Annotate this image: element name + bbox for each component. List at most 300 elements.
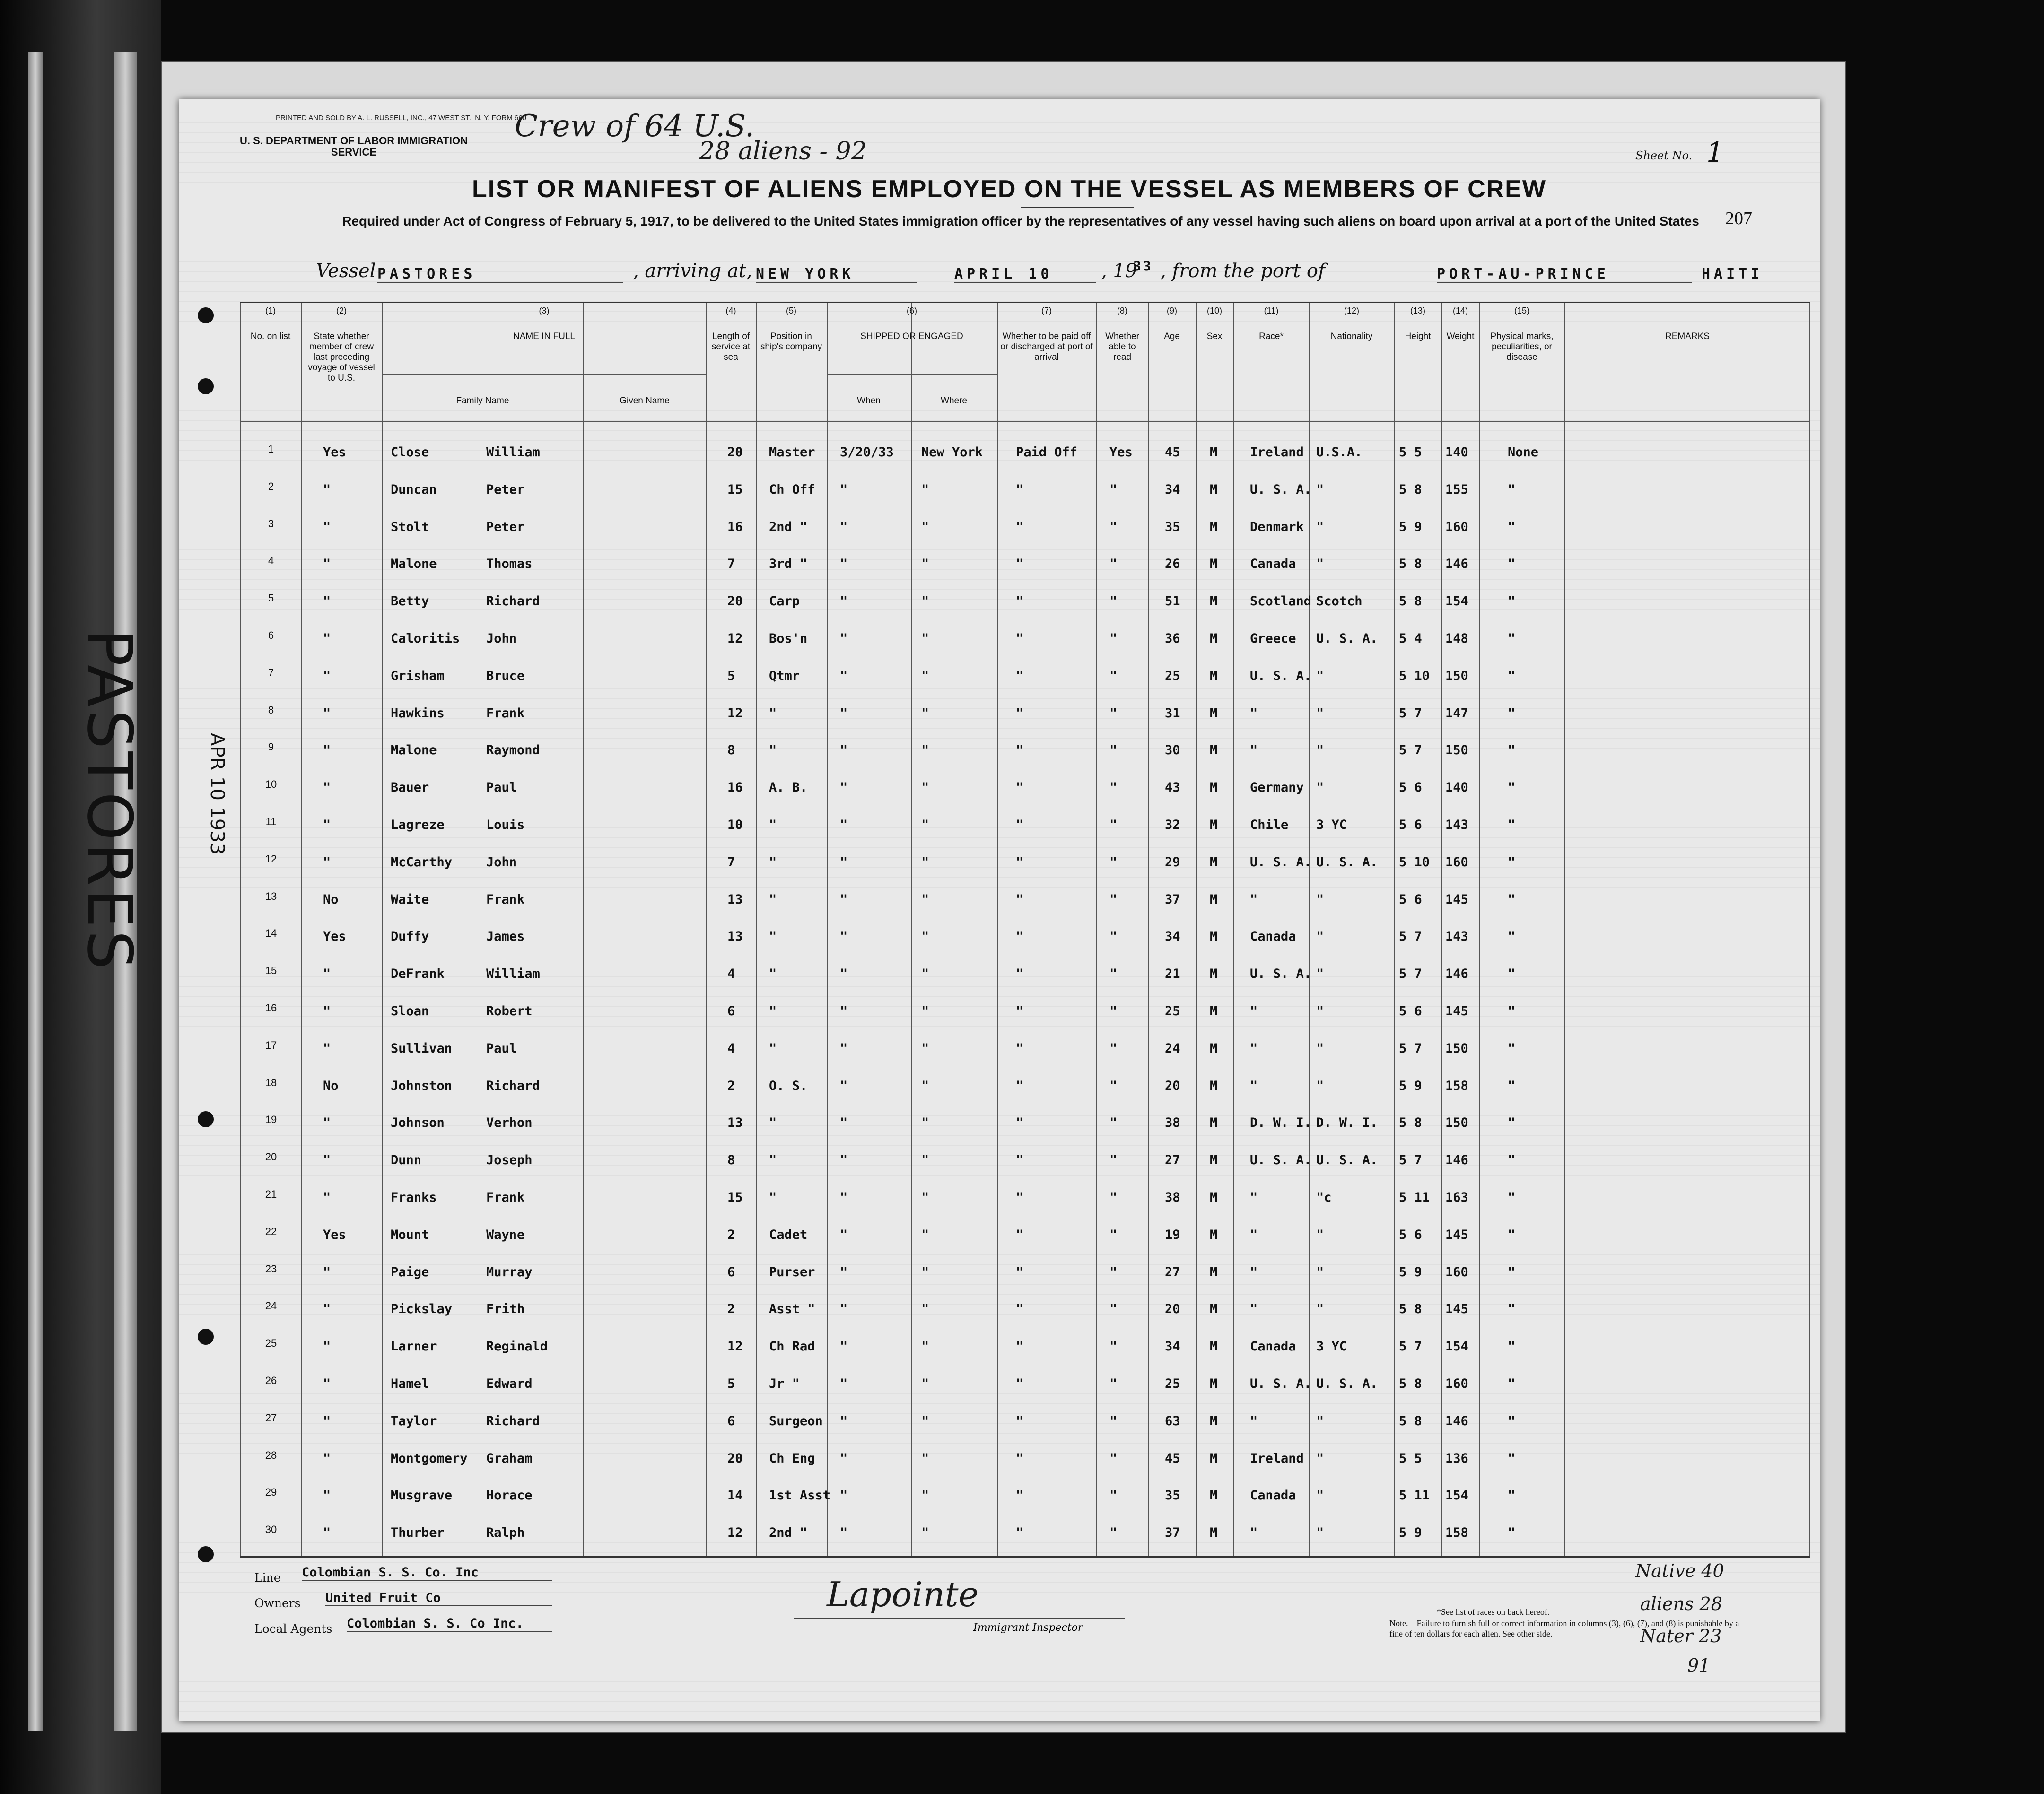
cell-nat: " (1316, 743, 1324, 758)
column-divider (827, 303, 828, 1556)
cell-race: " (1250, 1041, 1258, 1056)
cell-sex: M (1210, 705, 1218, 721)
subheader-rule (382, 374, 706, 375)
cell-when: " (840, 892, 848, 907)
cell-position: 2nd " (769, 1525, 808, 1541)
cell-service: 15 (727, 482, 743, 497)
cell-nat: " (1316, 1041, 1324, 1056)
cell-position: " (769, 929, 777, 944)
agents-value: Colombian S. S. Co Inc. (347, 1616, 552, 1632)
cell-sex: M (1210, 1264, 1218, 1280)
cell-given: Horace (486, 1488, 533, 1503)
cell-service: 12 (727, 1525, 743, 1541)
cell-read: " (1109, 1227, 1118, 1242)
cell-read: " (1109, 854, 1118, 870)
column-number: (1) (265, 306, 276, 315)
cell-read: " (1109, 1153, 1118, 1168)
cell-service: 20 (727, 1451, 743, 1466)
cell-height: 5 8 (1399, 1302, 1422, 1317)
cell-when: " (840, 1451, 848, 1466)
cell-family: Stolt (391, 519, 429, 534)
column-divider (1148, 303, 1149, 1556)
cell-marks: " (1508, 631, 1516, 646)
cell-when: " (840, 929, 848, 944)
cell-prev: No (323, 1078, 339, 1093)
cell-sex: M (1210, 668, 1218, 683)
cell-nat: " (1316, 1413, 1324, 1428)
cell-nat: U. S. A. (1316, 1376, 1378, 1391)
cell-prev: " (323, 780, 331, 795)
cell-when: " (840, 631, 848, 646)
binder-strip (28, 52, 43, 1731)
cell-read: " (1109, 482, 1118, 497)
vessel-label: Vessel (316, 260, 376, 282)
cell-given: Frith (486, 1302, 525, 1317)
cell-nat: U. S. A. (1316, 1153, 1378, 1168)
cell-read: " (1109, 519, 1118, 534)
cell-service: 7 (727, 557, 735, 572)
cell-paid: " (1016, 967, 1024, 982)
cell-age: 34 (1165, 929, 1180, 944)
cell-weight: 148 (1445, 631, 1468, 646)
cell-weight: 154 (1445, 594, 1468, 609)
cell-height: 5 5 (1399, 445, 1422, 460)
owners-label: Owners (254, 1596, 301, 1610)
cell-given: Paul (486, 1041, 517, 1056)
inspector-signature: Lapointe (827, 1575, 979, 1614)
cell-family: Johnston (391, 1078, 453, 1093)
cell-position: 1st Asst (769, 1488, 831, 1503)
cell-weight: 154 (1445, 1339, 1468, 1354)
cell-weight: 145 (1445, 1302, 1468, 1317)
cell-read: " (1109, 818, 1118, 832)
cell-read: " (1109, 780, 1118, 795)
cell-sex: M (1210, 1302, 1218, 1317)
cell-service: 14 (727, 1488, 743, 1503)
cell-service: 2 (727, 1227, 735, 1242)
cell-sex: M (1210, 1339, 1218, 1354)
cell-age: 32 (1165, 818, 1180, 832)
row-number: 2 (268, 480, 274, 492)
cell-position: O. S. (769, 1078, 808, 1093)
column-header: Nationality (1330, 331, 1373, 341)
cell-paid: " (1016, 1227, 1024, 1242)
cell-position: 2nd " (769, 519, 808, 534)
manifest-page (74, 99, 1820, 1721)
cell-paid: " (1016, 892, 1024, 907)
cell-position: Ch Eng (769, 1451, 815, 1466)
cell-weight: 150 (1445, 1041, 1468, 1056)
cell-paid: " (1016, 929, 1024, 944)
cell-sex: M (1210, 482, 1218, 497)
cell-where: " (921, 929, 929, 944)
cell-sex: M (1210, 1153, 1218, 1168)
cell-nat: " (1316, 557, 1324, 572)
cell-prev: " (323, 482, 331, 497)
handwritten-note-aliens: 28 aliens - 92 (699, 137, 867, 165)
cell-prev: " (323, 1004, 331, 1019)
cell-sex: M (1210, 1413, 1218, 1428)
cell-weight: 146 (1445, 1413, 1468, 1428)
cell-family: Lagreze (391, 818, 445, 832)
cell-age: 25 (1165, 668, 1180, 683)
page-title: LIST OR MANIFEST OF ALIENS EMPLOYED ON THE VESSEL AS MEMBERS OF CREW (472, 175, 1546, 203)
cell-family: Duncan (391, 482, 437, 497)
cell-prev: " (323, 1115, 331, 1131)
cell-paid: " (1016, 1488, 1024, 1503)
cell-when: " (840, 743, 848, 758)
cell-given: Wayne (486, 1227, 525, 1242)
cell-service: 2 (727, 1302, 735, 1317)
cell-family: Taylor (391, 1413, 437, 1428)
arriving-label: , arriving at, (633, 260, 752, 282)
cell-height: 5 8 (1399, 1115, 1422, 1131)
cell-marks: " (1508, 1041, 1516, 1056)
title-rule (1021, 207, 1134, 208)
cell-given: John (486, 631, 517, 646)
column-subheader: When (857, 396, 881, 406)
cell-sex: M (1210, 1190, 1218, 1205)
cell-position: " (769, 743, 777, 758)
cell-given: Frank (486, 892, 525, 907)
cell-given: Graham (486, 1451, 533, 1466)
cell-when: " (840, 1153, 848, 1168)
row-number: 25 (265, 1337, 277, 1350)
column-header: State whether member of crew last preceding voyage of vessel to U.S. (308, 331, 375, 383)
column-header: Age (1164, 331, 1180, 341)
cell-weight: 150 (1445, 668, 1468, 683)
crew-table (240, 302, 1810, 1558)
cell-race: D. W. I. (1250, 1115, 1312, 1131)
cell-service: 10 (727, 818, 743, 832)
cell-when: " (840, 482, 848, 497)
cell-prev: " (323, 1302, 331, 1317)
cell-sex: M (1210, 1115, 1218, 1131)
cell-given: Peter (486, 519, 525, 534)
cell-when: " (840, 519, 848, 534)
cell-race: Denmark (1250, 519, 1304, 534)
cell-paid: " (1016, 594, 1024, 609)
cell-prev: " (323, 743, 331, 758)
cell-age: 37 (1165, 1525, 1180, 1541)
row-number: 12 (265, 853, 277, 865)
inspector-line (794, 1618, 1125, 1619)
cell-height: 5 11 (1399, 1190, 1430, 1205)
cell-age: 27 (1165, 1264, 1180, 1280)
header-separator (240, 421, 1810, 422)
column-number: (14) (1452, 306, 1468, 315)
cell-family: Grisham (391, 668, 445, 683)
cell-read: " (1109, 892, 1118, 907)
cell-height: 5 7 (1399, 1041, 1422, 1056)
cell-given: Raymond (486, 743, 540, 758)
cell-sex: M (1210, 743, 1218, 758)
column-number: (4) (725, 306, 736, 315)
cell-marks: " (1508, 1376, 1516, 1391)
cell-marks: " (1508, 818, 1516, 832)
side-stamp-date: APR 10 1933 (206, 733, 228, 855)
column-divider (1479, 303, 1480, 1556)
cell-read: " (1109, 1078, 1118, 1093)
cell-family: Caloritis (391, 631, 460, 646)
cell-weight: 145 (1445, 892, 1468, 907)
cell-read: " (1109, 1525, 1118, 1541)
row-number: 19 (265, 1114, 277, 1126)
cell-when: " (840, 1115, 848, 1131)
cell-marks: " (1508, 1451, 1516, 1466)
column-divider (1394, 303, 1395, 1556)
cell-family: Malone (391, 557, 437, 572)
cell-sex: M (1210, 594, 1218, 609)
cell-age: 35 (1165, 1488, 1180, 1503)
cell-position: Qtmr (769, 668, 800, 683)
cell-family: Thurber (391, 1525, 445, 1541)
cell-height: 5 8 (1399, 594, 1422, 609)
column-divider (1441, 303, 1442, 1556)
cell-prev: " (323, 1525, 331, 1541)
punch-hole (198, 307, 214, 323)
column-header: Whether to be paid off or discharged at port of arrival (1000, 331, 1093, 362)
punch-hole (198, 1329, 214, 1345)
cell-prev: No (323, 892, 339, 907)
cell-nat: U. S. A. (1316, 854, 1378, 870)
cell-paid: " (1016, 631, 1024, 646)
cell-where: " (921, 1264, 929, 1280)
column-subheader: Given Name (620, 396, 670, 406)
from-port-label: , from the port of (1160, 260, 1325, 282)
line-label: Line (254, 1571, 281, 1585)
cell-family: DeFrank (391, 967, 445, 982)
cell-position: " (769, 1190, 777, 1205)
cell-marks: " (1508, 1264, 1516, 1280)
cell-height: 5 6 (1399, 1004, 1422, 1019)
year-suffix: 33 (1133, 258, 1153, 274)
cell-paid: " (1016, 1190, 1024, 1205)
cell-weight: 158 (1445, 1078, 1468, 1093)
cell-nat: " (1316, 1227, 1324, 1242)
cell-nat: "c (1316, 1190, 1332, 1205)
cell-when: " (840, 1488, 848, 1503)
cell-age: 29 (1165, 854, 1180, 870)
cell-marks: " (1508, 743, 1516, 758)
cell-family: Malone (391, 743, 437, 758)
cell-height: 5 7 (1399, 967, 1422, 982)
cell-where: " (921, 743, 929, 758)
cell-when: " (840, 1339, 848, 1354)
cell-service: 20 (727, 594, 743, 609)
column-divider (301, 303, 302, 1556)
inspector-label: Immigrant Inspector (973, 1622, 1083, 1634)
cell-where: " (921, 482, 929, 497)
cell-where: " (921, 1451, 929, 1466)
cell-marks: " (1508, 1004, 1516, 1019)
cell-sex: M (1210, 1451, 1218, 1466)
cell-service: 12 (727, 631, 743, 646)
cell-service: 6 (727, 1004, 735, 1019)
cell-family: Mount (391, 1227, 429, 1242)
cell-age: 26 (1165, 557, 1180, 572)
cell-age: 38 (1165, 1115, 1180, 1131)
cell-height: 5 9 (1399, 1078, 1422, 1093)
cell-marks: " (1508, 1153, 1516, 1168)
cell-nat: " (1316, 482, 1324, 497)
cell-race: Chile (1250, 818, 1289, 832)
cell-marks: " (1508, 1413, 1516, 1428)
cell-read: " (1109, 1041, 1118, 1056)
cell-where: " (921, 557, 929, 572)
cell-when: " (840, 1525, 848, 1541)
cell-height: 5 8 (1399, 482, 1422, 497)
row-number: 20 (265, 1151, 277, 1163)
cell-age: 38 (1165, 1190, 1180, 1205)
column-number: (7) (1041, 306, 1052, 315)
cell-marks: " (1508, 519, 1516, 534)
cell-weight: 155 (1445, 482, 1468, 497)
cell-paid: " (1016, 780, 1024, 795)
column-subheader: Where (941, 396, 967, 406)
cell-paid: " (1016, 1451, 1024, 1466)
cell-given: Richard (486, 1413, 540, 1428)
cell-read: " (1109, 1190, 1118, 1205)
department-label: U. S. DEPARTMENT OF LABOR IMMIGRATION SERVICE (240, 135, 468, 158)
cell-age: 37 (1165, 892, 1180, 907)
cell-read: " (1109, 967, 1118, 982)
cell-age: 36 (1165, 631, 1180, 646)
cell-given: Edward (486, 1376, 533, 1391)
cell-given: Paul (486, 780, 517, 795)
cell-when: " (840, 1041, 848, 1056)
cell-nat: " (1316, 668, 1324, 683)
cell-age: 45 (1165, 445, 1180, 460)
cell-family: Hamel (391, 1376, 429, 1391)
cell-race: " (1250, 1264, 1258, 1280)
cell-race: " (1250, 1190, 1258, 1205)
cell-service: 5 (727, 668, 735, 683)
tally-total: 91 (1687, 1655, 1711, 1676)
cell-weight: 147 (1445, 705, 1468, 721)
cell-where: " (921, 780, 929, 795)
cell-marks: " (1508, 668, 1516, 683)
column-header: SHIPPED OR ENGAGED (860, 331, 963, 341)
cell-when: " (840, 1227, 848, 1242)
cell-height: 5 10 (1399, 854, 1430, 870)
column-header: No. on list (250, 331, 291, 341)
agents-label: Local Agents (254, 1622, 332, 1636)
cell-service: 8 (727, 743, 735, 758)
cell-position: " (769, 892, 777, 907)
cell-position: " (769, 854, 777, 870)
column-divider (1196, 303, 1197, 1556)
row-number: 9 (268, 741, 274, 753)
cell-race: " (1250, 892, 1258, 907)
cell-weight: 145 (1445, 1227, 1468, 1242)
cell-position: A. B. (769, 780, 808, 795)
cell-nat: " (1316, 1451, 1324, 1466)
cell-sex: M (1210, 1078, 1218, 1093)
cell-where: " (921, 1190, 929, 1205)
cell-when: " (840, 854, 848, 870)
cell-age: 45 (1165, 1451, 1180, 1466)
handwritten-note-crew: Crew of 64 U.S. (515, 109, 755, 144)
cell-height: 5 10 (1399, 668, 1430, 683)
cell-family: Hawkins (391, 705, 445, 721)
cell-where: " (921, 1115, 929, 1131)
cell-position: Purser (769, 1264, 815, 1280)
cell-marks: " (1508, 1115, 1516, 1131)
tally-native: Native 40 (1635, 1560, 1724, 1581)
cell-marks: " (1508, 780, 1516, 795)
cell-read: " (1109, 668, 1118, 683)
column-header: Weight (1446, 331, 1475, 341)
row-number: 29 (265, 1486, 277, 1498)
cell-prev: Yes (323, 929, 346, 944)
cell-prev: " (323, 1264, 331, 1280)
cell-position: " (769, 705, 777, 721)
column-divider (997, 303, 998, 1556)
cell-family: Paige (391, 1264, 429, 1280)
cell-family: Bauer (391, 780, 429, 795)
row-number: 17 (265, 1039, 277, 1051)
cell-sex: M (1210, 1004, 1218, 1019)
cell-read: " (1109, 1115, 1118, 1131)
cell-read: " (1109, 743, 1118, 758)
cell-height: 5 8 (1399, 1376, 1422, 1391)
cell-where: " (921, 1413, 929, 1428)
cell-family: Dunn (391, 1153, 422, 1168)
cell-where: " (921, 705, 929, 721)
penalty-note: Note.—Failure to furnish full or correct information in columns (3), (6), (7), and (8) is punishable by a fine of ten dollars for each alien. See other side. (1389, 1619, 1739, 1638)
column-number: (8) (1117, 306, 1127, 315)
cell-race: Ireland (1250, 1451, 1304, 1466)
cell-paid: " (1016, 854, 1024, 870)
cell-height: 5 9 (1399, 519, 1422, 534)
cell-where: " (921, 1525, 929, 1541)
column-header: NAME IN FULL (513, 331, 575, 341)
cell-when: " (840, 1264, 848, 1280)
cell-service: 7 (727, 854, 735, 870)
cell-position: Asst " (769, 1302, 815, 1317)
sheet-number-label: Sheet No. (1635, 149, 1693, 162)
row-number: 16 (265, 1002, 277, 1014)
cell-when: " (840, 967, 848, 982)
cell-weight: 146 (1445, 967, 1468, 982)
cell-position: Master (769, 445, 815, 460)
cell-height: 5 4 (1399, 631, 1422, 646)
cell-marks: " (1508, 1190, 1516, 1205)
cell-height: 5 7 (1399, 1153, 1422, 1168)
cell-sex: M (1210, 1376, 1218, 1391)
cell-height: 5 7 (1399, 1339, 1422, 1354)
cell-family: Close (391, 445, 429, 460)
cell-prev: Yes (323, 445, 346, 460)
cell-given: Murray (486, 1264, 533, 1280)
row-number: 7 (268, 666, 274, 679)
subcolumn-divider (911, 374, 912, 1556)
cell-when: " (840, 557, 848, 572)
printer-imprint: PRINTED AND SOLD BY A. L. RUSSELL, INC., 47 WEST ST., N. Y. FORM 660 (276, 114, 526, 122)
cell-age: 63 (1165, 1413, 1180, 1428)
cell-sex: M (1210, 780, 1218, 795)
cell-where: " (921, 967, 929, 982)
from-country: HAITI (1702, 266, 1764, 282)
cell-where: New York (921, 445, 983, 460)
cell-position: Jr " (769, 1376, 800, 1391)
cell-weight: 150 (1445, 1115, 1468, 1131)
cell-paid: " (1016, 482, 1024, 497)
line-value: Colombian S. S. Co. Inc (302, 1565, 552, 1581)
cell-prev: " (323, 1376, 331, 1391)
cell-marks: " (1508, 1227, 1516, 1242)
